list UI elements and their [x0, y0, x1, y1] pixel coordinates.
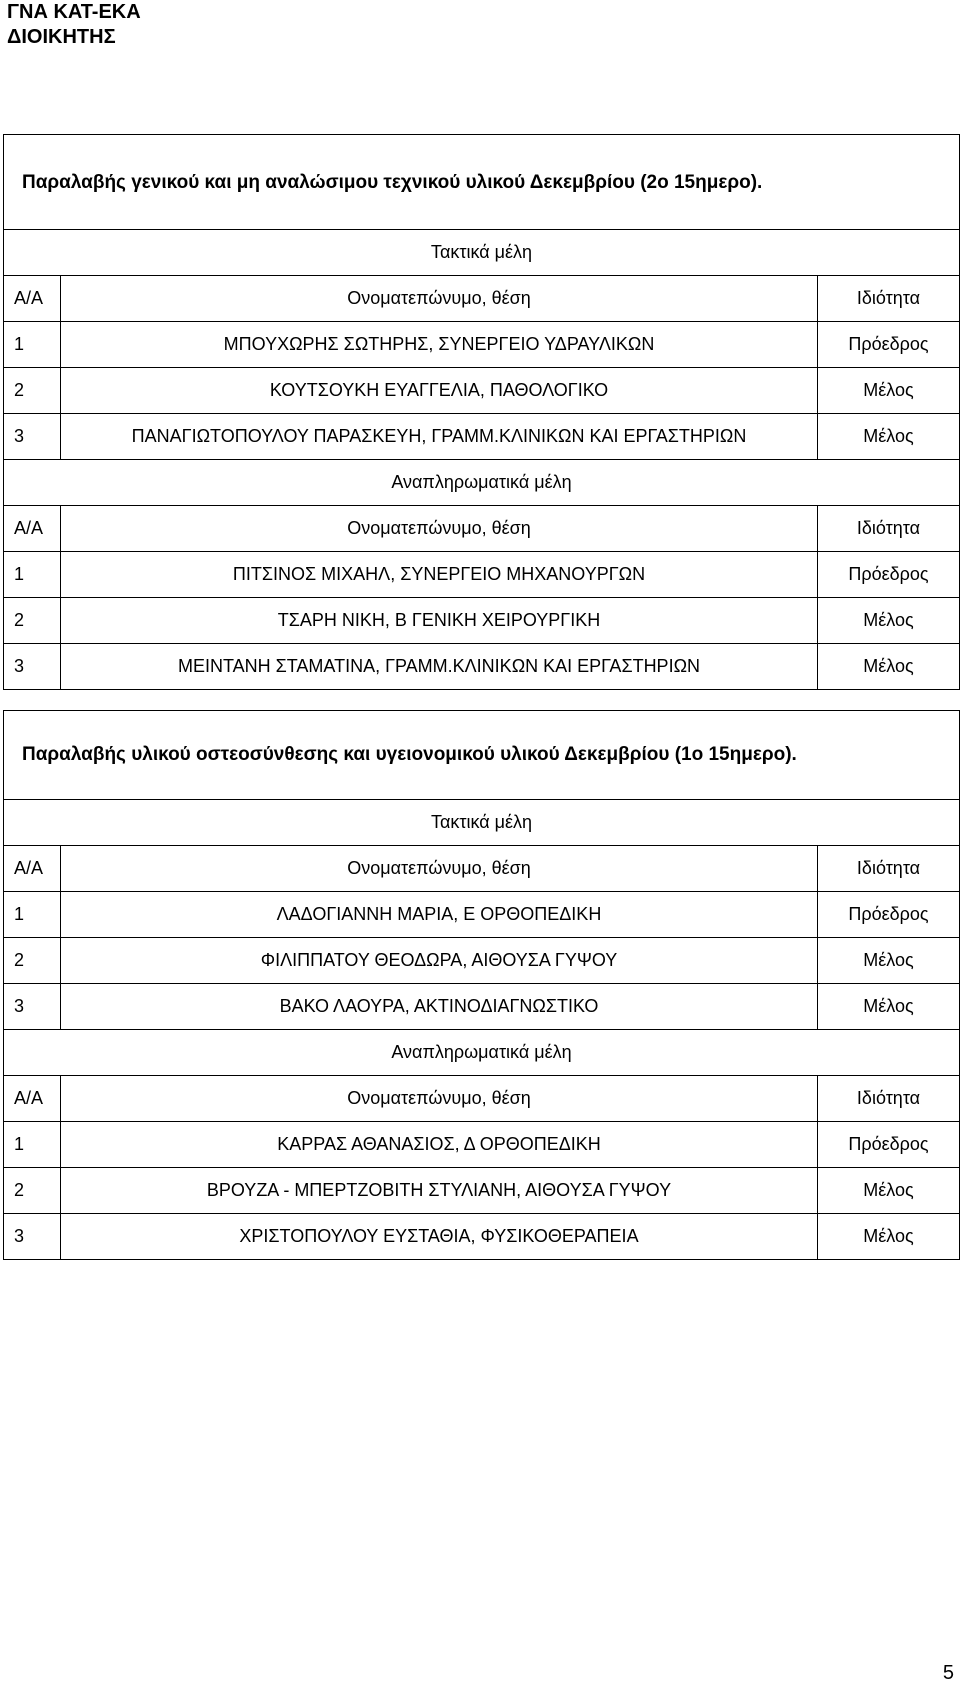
member-number: 1: [4, 1122, 61, 1168]
member-role: Μέλος: [818, 368, 960, 414]
table-row: [4, 368, 960, 414]
member-name: ΛΑΔΟΓΙΑΝΝΗ ΜΑΡΙΑ, Ε ΟΡΘΟΠΕΔΙΚΗ: [61, 892, 818, 938]
director-label: ΔΙΟΙΚΗΤΗΣ: [7, 26, 116, 48]
member-name: ΦΙΛΙΠΠΑΤΟΥ ΘΕΟΔΩΡΑ, ΑΙΘΟΥΣΑ ΓΥΨΟΥ: [61, 938, 818, 984]
table-row: [4, 552, 960, 598]
group-row: [4, 800, 960, 846]
member-number: 1: [4, 322, 61, 368]
committee-title: Παραλαβής υλικού οστεοσύνθεσης και υγειονομικού υλικού Δεκεμβρίου (1ο 15ημερο).: [4, 711, 960, 800]
col-header-role: Ιδιότητα: [818, 506, 960, 552]
member-name: ΠΑΝΑΓΙΩΤΟΠΟΥΛΟΥ ΠΑΡΑΣΚΕΥΗ, ΓΡΑΜΜ.ΚΛΙΝΙΚΩΝ ΚΑΙ ΕΡΓΑΣΤΗΡΙΩΝ: [61, 414, 818, 460]
member-name: ΒΡΟΥΖΑ - ΜΠΕΡΤΖΟΒΙΤΗ ΣΤΥΛΙΑΝΗ, ΑΙΘΟΥΣΑ ΓΥΨΟΥ: [61, 1168, 818, 1214]
member-role: Μέλος: [818, 1214, 960, 1260]
committee-title-row: [4, 135, 960, 230]
member-number: 1: [4, 892, 61, 938]
col-header-name: Ονοματεπώνυμο, θέση: [61, 1076, 818, 1122]
committee-table: [3, 134, 960, 690]
regular-members-label: Τακτικά μέλη: [4, 230, 960, 276]
column-header-row: [4, 276, 960, 322]
member-name: ΠΙΤΣΙΝΟΣ ΜΙΧΑΗΛ, ΣΥΝΕΡΓΕΙΟ ΜΗΧΑΝΟΥΡΓΩΝ: [61, 552, 818, 598]
member-number: 3: [4, 414, 61, 460]
table-row: [4, 892, 960, 938]
member-role: Μέλος: [818, 644, 960, 690]
member-number: 2: [4, 938, 61, 984]
col-header-name: Ονοματεπώνυμο, θέση: [61, 276, 818, 322]
alternate-members-label: Αναπληρωματικά μέλη: [4, 460, 960, 506]
member-role: Μέλος: [818, 598, 960, 644]
member-role: Πρόεδρος: [818, 552, 960, 598]
member-number: 3: [4, 1214, 61, 1260]
hospital-name: ΓΝΑ ΚΑΤ-ΕΚΑ: [7, 1, 141, 23]
member-number: 1: [4, 552, 61, 598]
member-role: Μέλος: [818, 938, 960, 984]
member-name: ΜΠΟΥΧΩΡΗΣ ΣΩΤΗΡΗΣ, ΣΥΝΕΡΓΕΙΟ ΥΔΡΑΥΛΙΚΩΝ: [61, 322, 818, 368]
col-header-number: Α/Α: [4, 506, 61, 552]
member-role: Πρόεδρος: [818, 892, 960, 938]
col-header-role: Ιδιότητα: [818, 1076, 960, 1122]
page-number: 5: [942, 1662, 954, 1684]
member-name: ΒΑΚΟ ΛΑΟΥΡΑ, ΑΚΤΙΝΟΔΙΑΓΝΩΣΤΙΚΟ: [61, 984, 818, 1030]
organization-header: [7, 0, 141, 50]
committee-table: [3, 710, 960, 1260]
column-header-row: [4, 1076, 960, 1122]
table-row: [4, 1122, 960, 1168]
col-header-number: Α/Α: [4, 1076, 61, 1122]
member-name: ΜΕΙΝΤΑΝΗ ΣΤΑΜΑΤΙΝΑ, ΓΡΑΜΜ.ΚΛΙΝΙΚΩΝ ΚΑΙ ΕΡΓΑΣΤΗΡΙΩΝ: [61, 644, 818, 690]
col-header-role: Ιδιότητα: [818, 276, 960, 322]
col-header-number: Α/Α: [4, 846, 61, 892]
member-number: 3: [4, 644, 61, 690]
member-role: Μέλος: [818, 984, 960, 1030]
member-name: ΚΑΡΡΑΣ ΑΘΑΝΑΣΙΟΣ, Δ ΟΡΘΟΠΕΔΙΚΗ: [61, 1122, 818, 1168]
table-row: [4, 1168, 960, 1214]
member-number: 2: [4, 1168, 61, 1214]
alternate-members-label: Αναπληρωματικά μέλη: [4, 1030, 960, 1076]
table-row: [4, 644, 960, 690]
table-row: [4, 938, 960, 984]
member-role: Μέλος: [818, 414, 960, 460]
group-row: [4, 230, 960, 276]
column-header-row: [4, 506, 960, 552]
table-row: [4, 414, 960, 460]
member-role: Πρόεδρος: [818, 322, 960, 368]
member-role: Μέλος: [818, 1168, 960, 1214]
table-row: [4, 322, 960, 368]
member-name: ΤΣΑΡΗ ΝΙΚΗ, Β ΓΕΝΙΚΗ ΧΕΙΡΟΥΡΓΙΚΗ: [61, 598, 818, 644]
col-header-name: Ονοματεπώνυμο, θέση: [61, 846, 818, 892]
table-row: [4, 984, 960, 1030]
member-number: 2: [4, 598, 61, 644]
col-header-role: Ιδιότητα: [818, 846, 960, 892]
col-header-number: Α/Α: [4, 276, 61, 322]
committee-title: Παραλαβής γενικού και μη αναλώσιμου τεχνικού υλικού Δεκεμβρίου (2ο 15ημερο).: [4, 135, 960, 230]
group-row: [4, 1030, 960, 1076]
group-row: [4, 460, 960, 506]
regular-members-label: Τακτικά μέλη: [4, 800, 960, 846]
member-number: 2: [4, 368, 61, 414]
member-number: 3: [4, 984, 61, 1030]
col-header-name: Ονοματεπώνυμο, θέση: [61, 506, 818, 552]
column-header-row: [4, 846, 960, 892]
member-name: ΧΡΙΣΤΟΠΟΥΛΟΥ ΕΥΣΤΑΘΙΑ, ΦΥΣΙΚΟΘΕΡΑΠΕΙΑ: [61, 1214, 818, 1260]
committee-title-row: [4, 711, 960, 800]
member-name: ΚΟΥΤΣΟΥΚΗ ΕΥΑΓΓΕΛΙΑ, ΠΑΘΟΛΟΓΙΚΟ: [61, 368, 818, 414]
table-row: [4, 1214, 960, 1260]
table-row: [4, 598, 960, 644]
member-role: Πρόεδρος: [818, 1122, 960, 1168]
